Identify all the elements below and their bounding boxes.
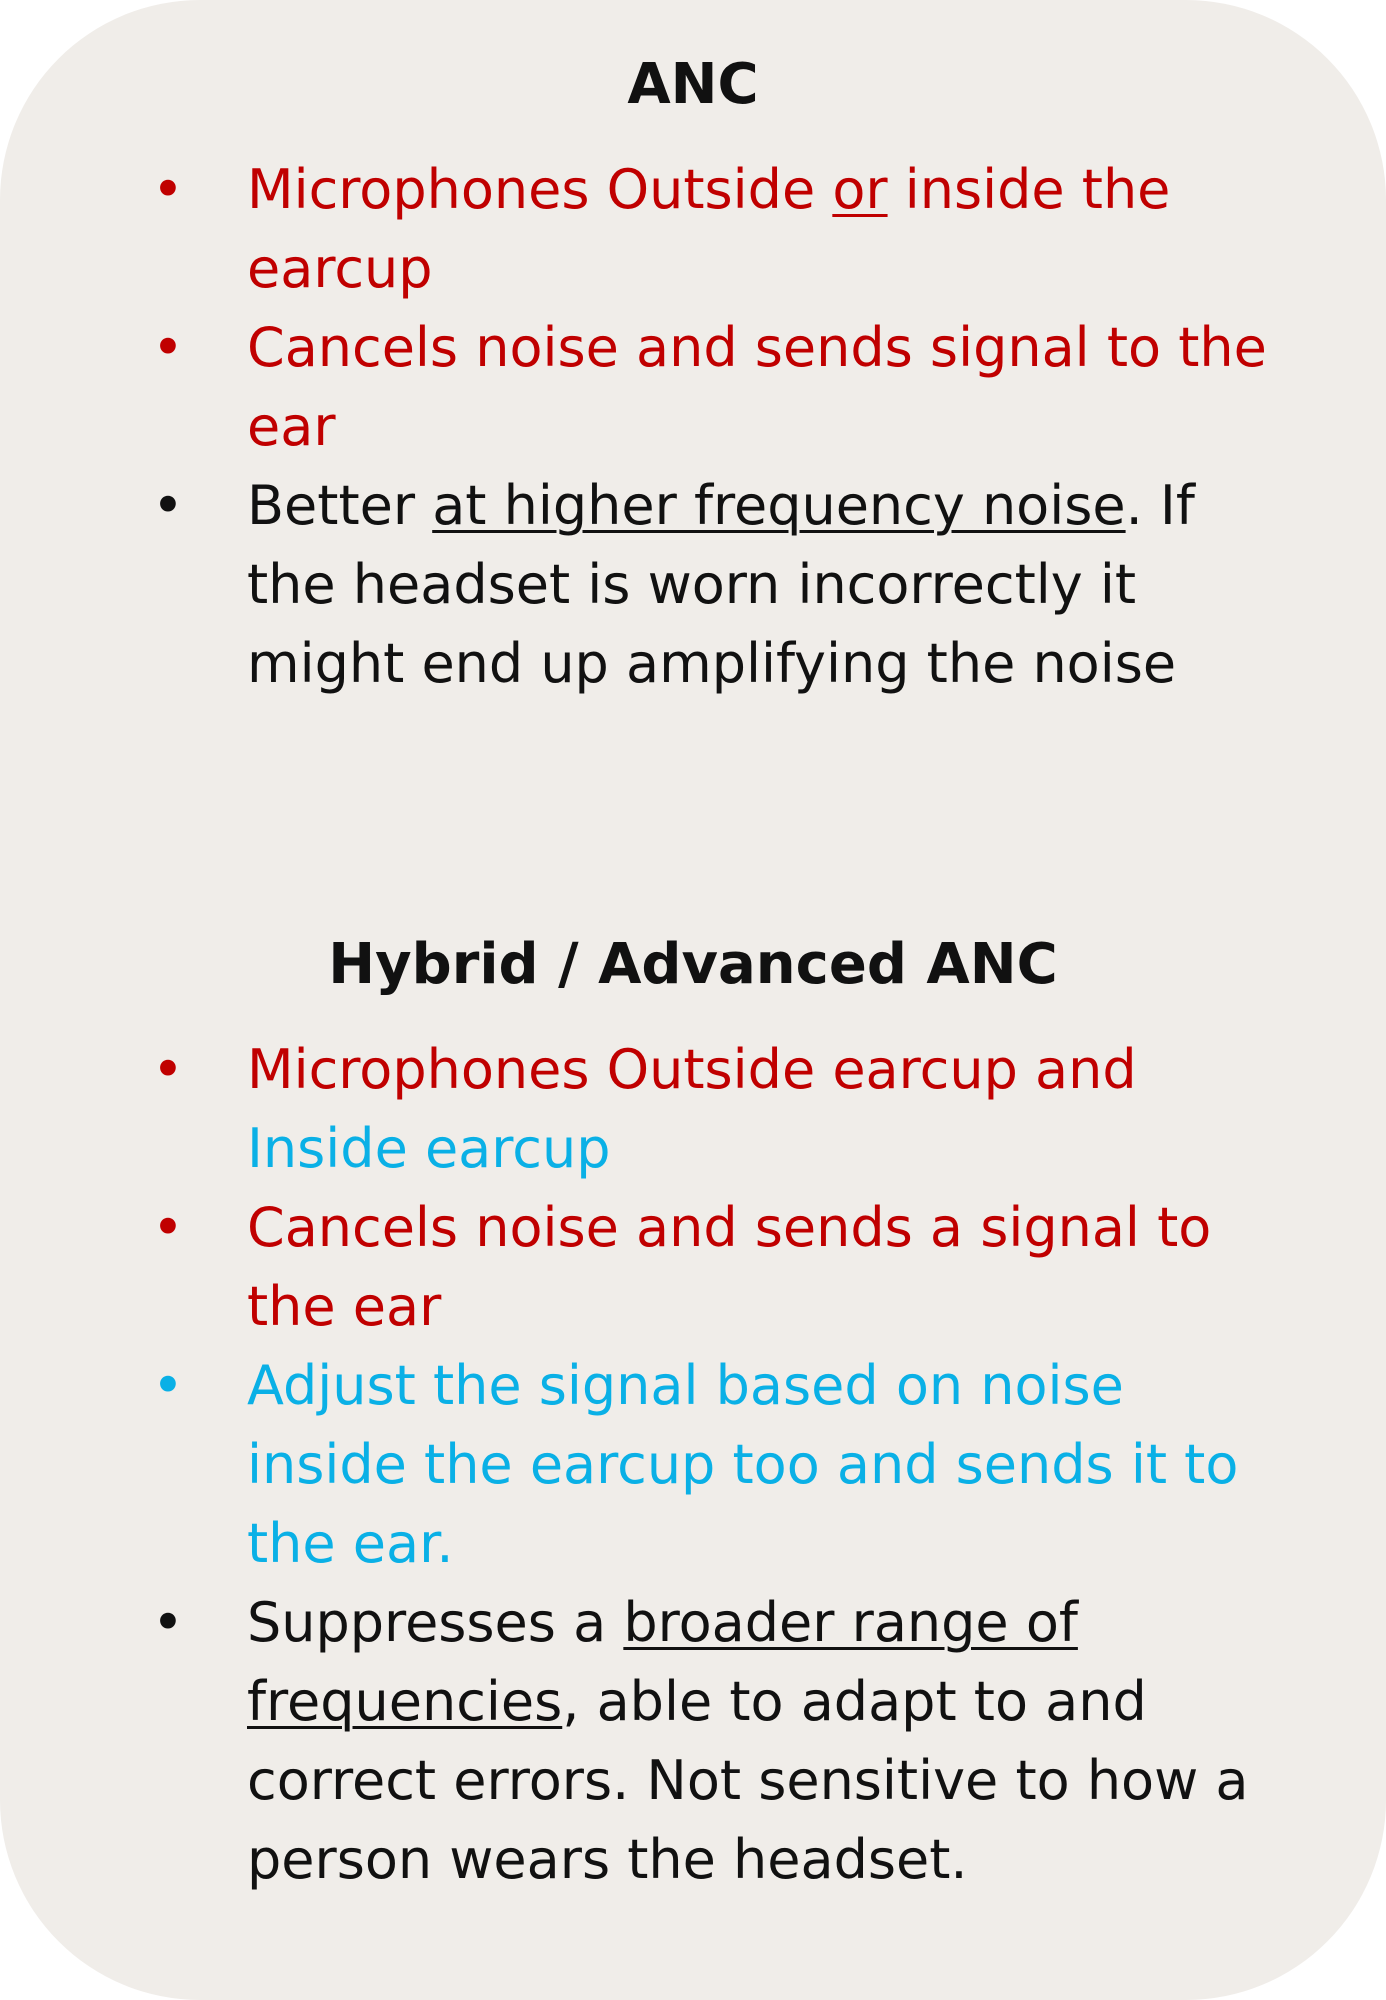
bullet-icon: •	[152, 1354, 184, 1417]
underlined-higher-frequency: at higher frequency noise	[432, 474, 1126, 537]
inside-earcup-highlight: Inside earcup	[247, 1117, 611, 1180]
underlined-broader-range: broader range of frequencies	[247, 1591, 1078, 1733]
bullet-icon: •	[152, 316, 184, 379]
anc-item-microphones-text: Microphones Outside or inside the earcup	[247, 158, 1171, 300]
anc-item-better	[0, 466, 1386, 703]
anc-item-cancels	[0, 308, 1386, 466]
anc-bullet-list	[0, 150, 1386, 703]
hybrid-item-cancels	[0, 1188, 1386, 1346]
hybrid-item-microphones	[0, 1030, 1386, 1188]
bullet-icon: •	[152, 1038, 184, 1101]
hybrid-item-adjust-text: Adjust the signal based on noise inside the earcup too and sends it to the ear.	[247, 1354, 1239, 1575]
hybrid-item-adjust	[0, 1346, 1386, 1583]
hybrid-item-suppresses	[0, 1583, 1386, 1899]
anc-section-title: ANC	[627, 52, 759, 117]
anc-item-cancels-text: Cancels noise and sends signal to the ear	[247, 316, 1267, 458]
hybrid-item-microphones-text: Microphones Outside earcup and Inside earcup	[247, 1038, 1137, 1180]
hybrid-item-cancels-text: Cancels noise and sends a signal to the ear	[247, 1196, 1212, 1338]
hybrid-section-title: Hybrid / Advanced ANC	[328, 932, 1058, 997]
hybrid-item-suppresses-text: Suppresses a broader range of frequencies, able to adapt to and correct errors. Not sensitive to how a person wears the headset.	[247, 1591, 1249, 1891]
underlined-or: or	[832, 158, 888, 221]
hybrid-bullet-list	[0, 1030, 1386, 1899]
anc-item-microphones	[0, 150, 1386, 308]
bullet-icon: •	[152, 474, 184, 537]
anc-item-better-text: Better at higher frequency noise. If the headset is worn incorrectly it might end up amplifying the noise	[247, 474, 1195, 695]
bullet-icon: •	[152, 1591, 184, 1654]
bullet-icon: •	[152, 1196, 184, 1259]
bullet-icon: •	[152, 158, 184, 221]
